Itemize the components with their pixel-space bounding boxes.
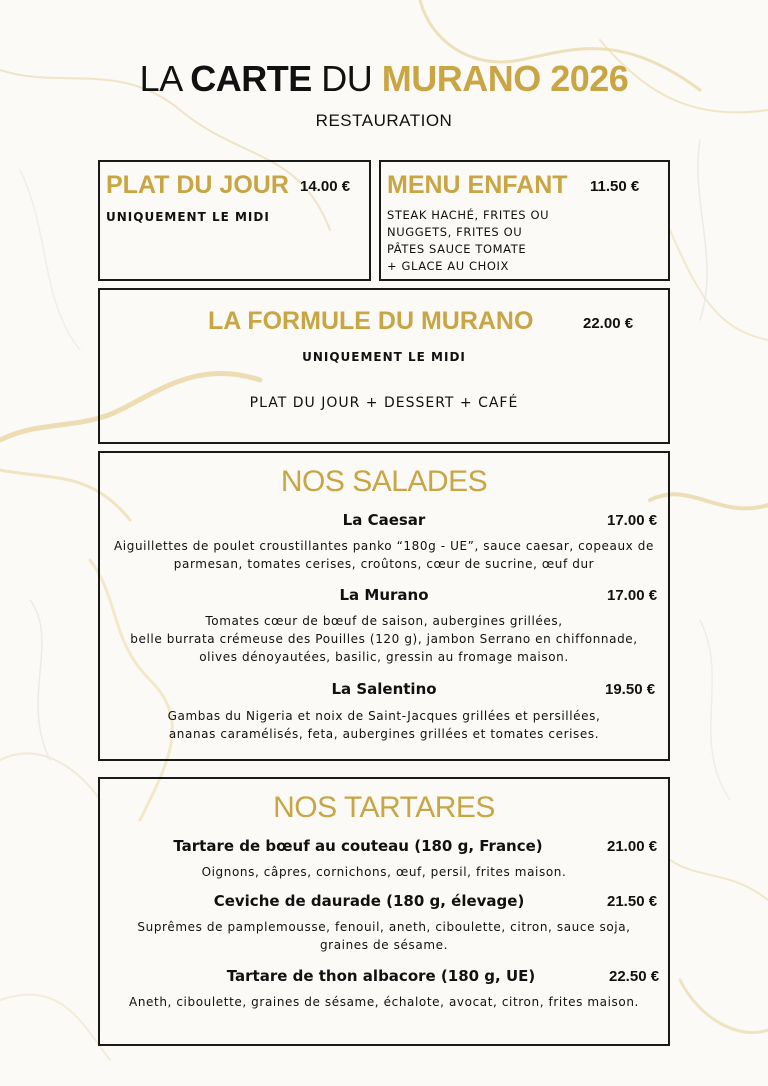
title-du: DU	[311, 58, 382, 99]
menu-enfant-line-3: PÂTES SAUCE TOMATE	[387, 242, 527, 256]
menu-enfant-title: MENU ENFANT	[387, 171, 568, 199]
formule-price: 22.00 €	[583, 315, 634, 332]
title-carte: CARTE	[190, 58, 312, 99]
menu-enfant-line-2: NUGGETS, FRITES OU	[387, 225, 523, 239]
menu-enfant-box	[379, 160, 670, 281]
title-la: LA	[139, 58, 191, 99]
formule-box	[98, 288, 670, 444]
plat-du-jour-title: PLAT DU JOUR	[106, 171, 289, 199]
salades-title: NOS SALADES	[280, 465, 488, 498]
salades-box	[98, 451, 670, 761]
salade-item-name: La Murano	[339, 586, 429, 604]
tartare-item-desc: Suprêmes de pamplemousse, fenouil, aneth, ciboulette, citron, sauce soja,	[137, 920, 631, 934]
plat-du-jour-price: 14.00 €	[300, 178, 351, 195]
plat-du-jour-note: UNIQUEMENT LE MIDI	[106, 210, 270, 224]
tartare-item-desc: Aneth, ciboulette, graines de sésame, échalote, avocat, citron, frites maison.	[129, 995, 639, 1009]
salade-item-desc: Gambas du Nigeria et noix de Saint-Jacques grillées et persillées,	[167, 709, 601, 723]
salade-item-price: 19.50 €	[605, 681, 656, 698]
salade-item-desc: parmesan, tomates cerises, croûtons, cœur de sucrine, œuf dur	[173, 557, 595, 571]
title-murano: MURANO 2026	[381, 58, 629, 99]
page-subtitle: RESTAURATION	[315, 111, 453, 130]
salade-item-desc: belle burrata crémeuse des Pouilles (120 g), jambon Serrano en chiffonnade,	[130, 632, 638, 646]
page-title	[0, 58, 768, 100]
formule-note: UNIQUEMENT LE MIDI	[302, 350, 466, 364]
tartare-item-desc: Oignons, câpres, cornichons, œuf, persil, frites maison.	[201, 865, 567, 879]
menu-enfant-line-1: STEAK HACHÉ, FRITES OU	[387, 208, 550, 222]
tartare-item-name: Ceviche de daurade (180 g, élevage)	[213, 892, 525, 910]
tartare-item-name: Tartare de bœuf au couteau (180 g, France)	[173, 837, 543, 855]
tartares-title: NOS TARTARES	[273, 791, 495, 824]
plat-du-jour-box	[98, 160, 371, 281]
tartare-item-price: 22.50 €	[609, 968, 660, 985]
menu-enfant-line-4: + GLACE AU CHOIX	[387, 259, 510, 273]
salade-item-name: La Caesar	[342, 511, 426, 529]
salade-item-desc: Tomates cœur de bœuf de saison, aubergines grillées,	[205, 614, 563, 628]
salade-item-desc: ananas caramélisés, feta, aubergines grillées et tomates cerises.	[168, 727, 600, 741]
salade-item-name: La Salentino	[331, 680, 437, 698]
tartare-item-name: Tartare de thon albacore (180 g, UE)	[226, 967, 536, 985]
tartare-item-price: 21.00 €	[607, 838, 658, 855]
tartare-item-price: 21.50 €	[607, 893, 658, 910]
tartare-item-desc: graines de sésame.	[319, 938, 449, 952]
tartares-box	[98, 777, 670, 1046]
formule-content: PLAT DU JOUR + DESSERT + CAFÉ	[249, 395, 519, 411]
salade-item-price: 17.00 €	[607, 587, 658, 604]
salade-item-price: 17.00 €	[607, 512, 658, 529]
formule-title: LA FORMULE DU MURANO	[208, 307, 534, 335]
salade-item-desc: olives dénoyautées, basilic, gressin au fromage maison.	[199, 650, 569, 664]
menu-enfant-price: 11.50 €	[590, 178, 640, 195]
salade-item-desc: Aiguillettes de poulet croustillantes panko “180g - UE”, sauce caesar, copeaux de	[114, 539, 654, 553]
